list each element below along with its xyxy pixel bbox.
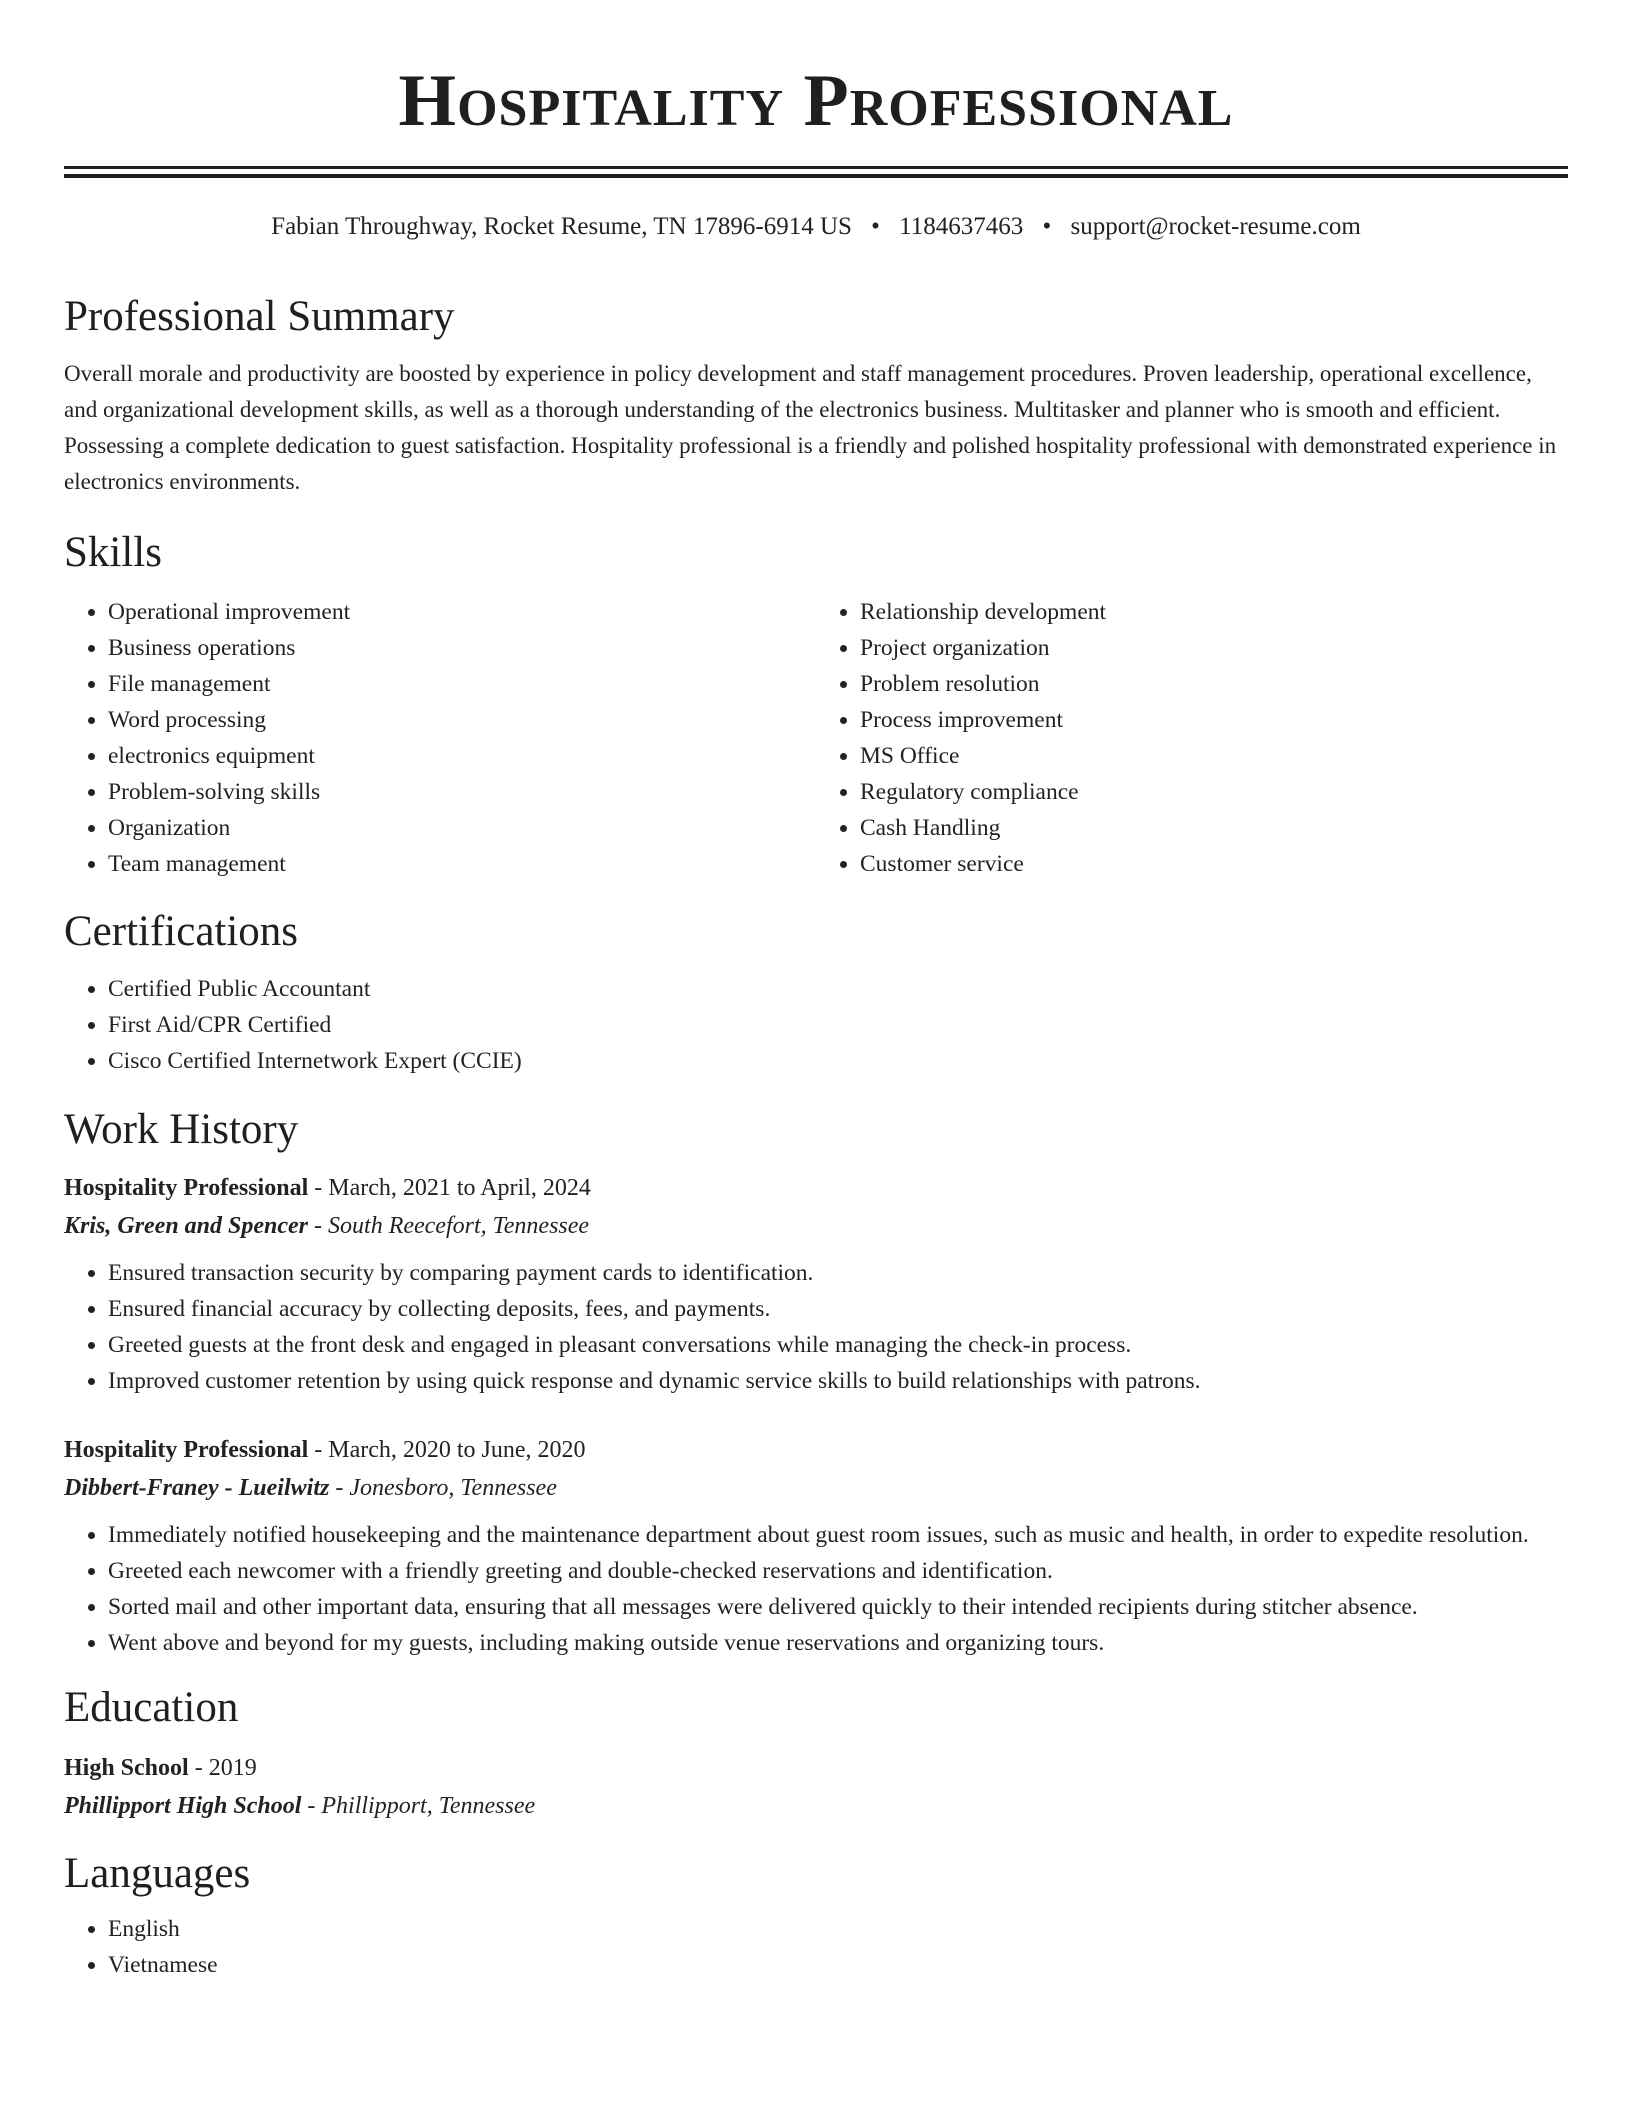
contact-line: [64, 212, 1568, 242]
skill-item: • Business operations: [108, 630, 816, 666]
skill-item: • Cash Handling: [860, 810, 1568, 846]
skills-section: [64, 528, 1568, 882]
certifications-section: [64, 907, 1568, 1079]
skills-columns: [64, 594, 1568, 882]
job-company: Dibbert-Franey - Lueilwitz: [64, 1475, 330, 1501]
skill-item: • File management: [108, 666, 816, 702]
education-heading: Education: [64, 1684, 239, 1731]
work-history-heading: Work History: [64, 1106, 299, 1153]
education-degree-line: [64, 1749, 1568, 1787]
summary-heading: Professional Summary: [64, 293, 455, 340]
job-duty-item: • Greeted each newcomer with a friendly greeting and double-checked reservations and identification.: [108, 1553, 1568, 1589]
certifications-list: [64, 971, 1568, 1079]
languages-heading: Languages: [64, 1850, 251, 1897]
education-year: - 2019: [188, 1755, 257, 1781]
title-divider-thin: [64, 174, 1568, 178]
language-item: • English: [108, 1911, 1568, 1947]
skill-item: • Organization: [108, 810, 816, 846]
skill-item: • Customer service: [860, 846, 1568, 882]
education-section: [64, 1683, 1568, 1825]
skill-item: • electronics equipment: [108, 738, 816, 774]
summary-text: Overall morale and productivity are boosted by experience in policy development and staff management procedures. Proven leadership, operational excellence, and organizational development skills, as well as a thorough understanding of the electronics business. Multitasker and planner who is smooth and efficient. Possessing a complete dedication to guest satisfaction. Hospitality professional is a friendly and polished hospitality professional with demonstrated experience in electronics environments.: [64, 361, 1557, 494]
contact-separator: •: [1042, 213, 1052, 240]
job-duty-item: • Greeted guests at the front desk and engaged in pleasant conversations while managing the check-in process.: [108, 1327, 1568, 1363]
job-duties-list: [64, 1255, 1568, 1399]
certifications-heading: Certifications: [64, 908, 299, 955]
job-duty-item: • Immediately notified housekeeping and the maintenance department about guest room issues, such as music and health, in order to expedite resolution.: [108, 1517, 1568, 1553]
resume-title: Hospitality Professional: [398, 60, 1234, 142]
skill-item: • Team management: [108, 846, 816, 882]
job-title: Hospitality Professional: [64, 1437, 309, 1463]
summary-section: [64, 292, 1568, 500]
job-duty-item: • Went above and beyond for my guests, including making outside venue reservations and organizing tours.: [108, 1625, 1568, 1661]
job-header: [64, 1169, 1568, 1207]
education-location: - Phillipport, Tennessee: [301, 1793, 536, 1819]
skills-list-right: [816, 594, 1568, 882]
job-entry: [64, 1431, 1568, 1661]
skill-item: • Operational improvement: [108, 594, 816, 630]
education-school-line: [64, 1787, 1568, 1825]
skill-item: • Problem-solving skills: [108, 774, 816, 810]
skill-item: • MS Office: [860, 738, 1568, 774]
job-duty-item: • Sorted mail and other important data, ensuring that all messages were delivered quickly to their intended recipients during stitcher absence.: [108, 1589, 1568, 1625]
job-header: [64, 1431, 1568, 1469]
job-dates: - March, 2021 to April, 2024: [308, 1175, 591, 1201]
languages-section: [64, 1849, 1568, 1983]
language-item: • Vietnamese: [108, 1947, 1568, 1983]
skill-item: • Problem resolution: [860, 666, 1568, 702]
skill-item: • Regulatory compliance: [860, 774, 1568, 810]
job-location: - Jonesboro, Tennessee: [329, 1475, 557, 1501]
job-location: - South Reecefort, Tennessee: [308, 1213, 590, 1239]
skills-heading: Skills: [64, 529, 162, 576]
contact-address: Fabian Throughway, Rocket Resume, TN 17896-6914 US: [271, 213, 852, 240]
skill-item: • Project organization: [860, 630, 1568, 666]
education-school: Phillipport High School: [64, 1793, 302, 1819]
skill-item: • Word processing: [108, 702, 816, 738]
job-duties-list: [64, 1517, 1568, 1661]
skill-item: • Process improvement: [860, 702, 1568, 738]
title-divider-thick: [64, 166, 1568, 169]
job-duty-item: • Ensured transaction security by comparing payment cards to identification.: [108, 1255, 1568, 1291]
job-title: Hospitality Professional: [64, 1175, 309, 1201]
contact-phone: 1184637463: [899, 213, 1024, 240]
languages-list: [64, 1911, 1568, 1983]
certification-item: • Certified Public Accountant: [108, 971, 1568, 1007]
job-employer: [64, 1469, 1568, 1507]
job-entry: [64, 1169, 1568, 1399]
job-duty-item: • Ensured financial accuracy by collecting deposits, fees, and payments.: [108, 1291, 1568, 1327]
work-history-section: [64, 1105, 1568, 1661]
certification-item: • First Aid/CPR Certified: [108, 1007, 1568, 1043]
job-employer: [64, 1207, 1568, 1245]
certification-item: • Cisco Certified Internetwork Expert (CCIE): [108, 1043, 1568, 1079]
education-entry: [64, 1749, 1568, 1825]
contact-email: support@rocket-resume.com: [1070, 213, 1361, 240]
skills-list-left: [64, 594, 816, 882]
job-company: Kris, Green and Spencer: [64, 1213, 309, 1239]
job-dates: - March, 2020 to June, 2020: [308, 1437, 586, 1463]
education-degree: High School: [64, 1755, 189, 1781]
skill-item: • Relationship development: [860, 594, 1568, 630]
job-duty-item: • Improved customer retention by using quick response and dynamic service skills to build relationships with patrons.: [108, 1363, 1568, 1399]
contact-separator: •: [871, 213, 880, 240]
